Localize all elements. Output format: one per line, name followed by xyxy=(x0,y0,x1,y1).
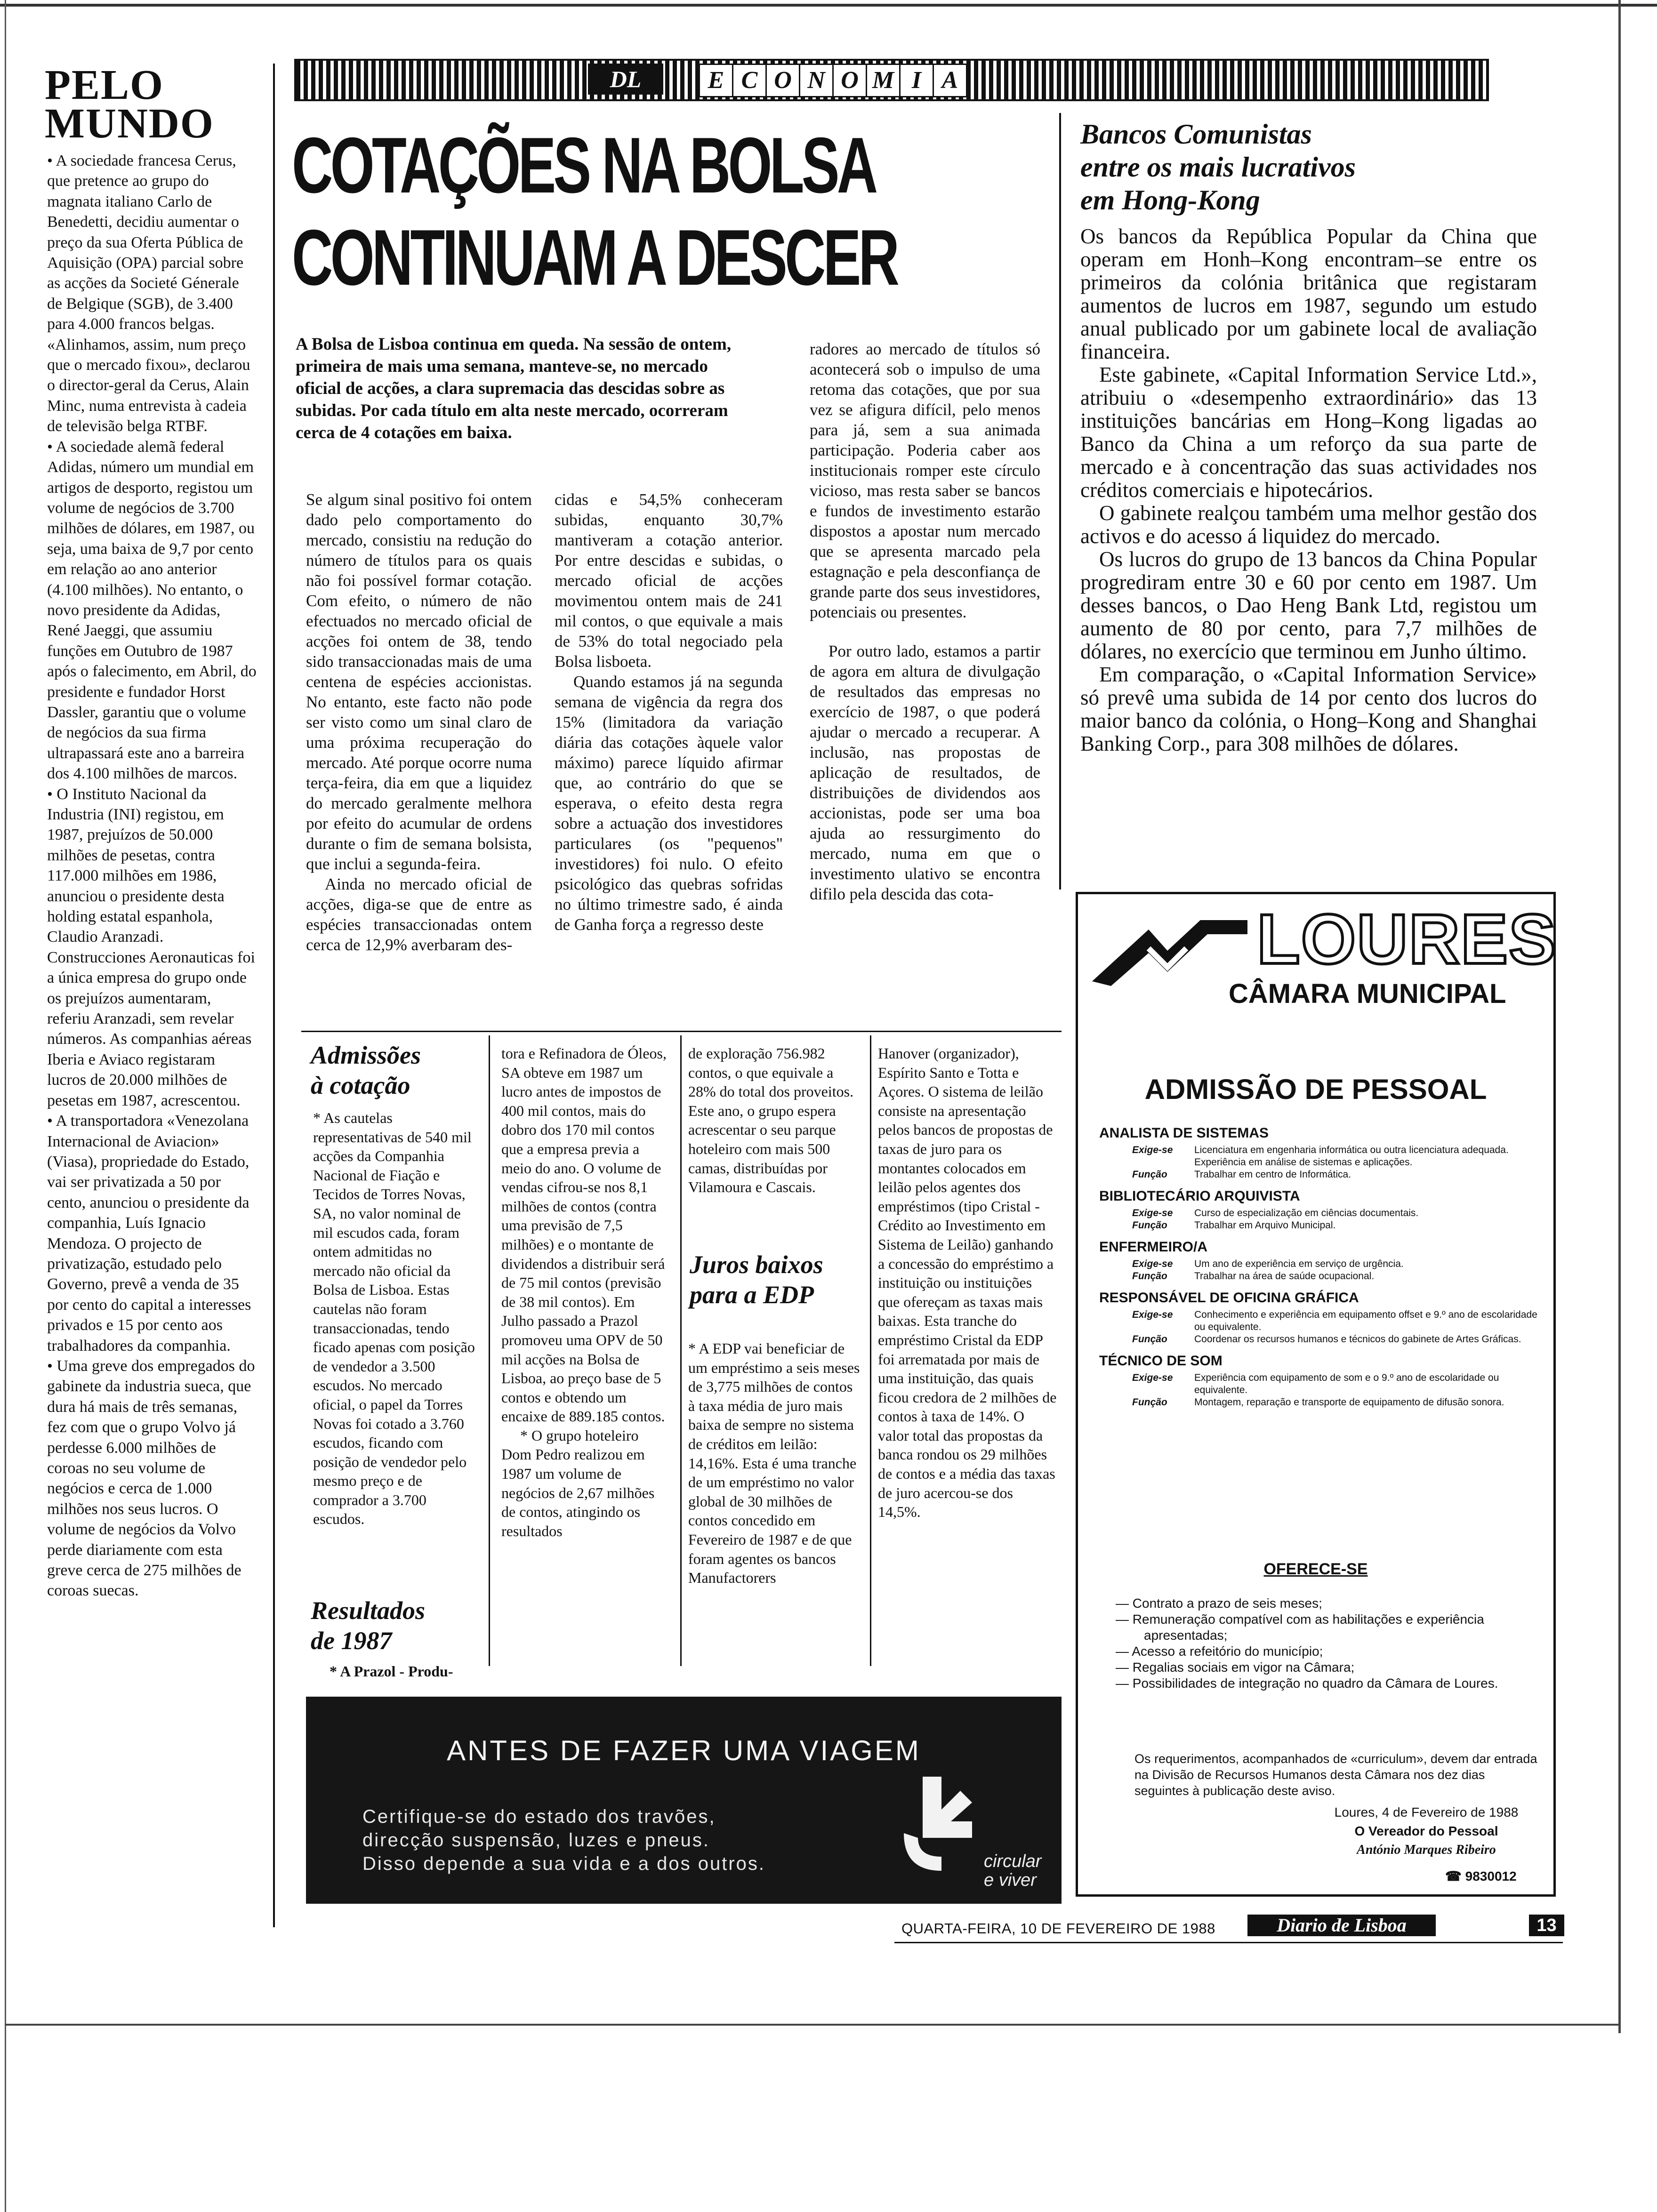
sidebar-divider xyxy=(273,64,275,1927)
hk-paragraph: Os lucros do grupo de 13 bancos da China Popular progrediram entre 30 e 60 por cento em 1987. Um desses bancos, o Dao Heng Bank Ltd, registou um aumento de 80 por cento, para 7,7 milhões de dólares, no exercício que terminou em Junho último. xyxy=(1080,547,1537,663)
main-headline xyxy=(292,121,1045,302)
requirement-key: Função xyxy=(1132,1169,1167,1180)
travel-ad-line: Certifique-se do estado dos travões, xyxy=(362,1806,716,1827)
sidebar-title xyxy=(45,62,214,147)
section-letter: I xyxy=(899,64,934,97)
admissoes-headline xyxy=(311,1040,485,1100)
offer-item: — Regalias sociais em vigor na Câmara; xyxy=(1116,1660,1355,1675)
loures-date: Loures, 4 de Fevereiro de 1988 xyxy=(1334,1805,1519,1819)
loures-brand: LOURES xyxy=(1257,899,1557,978)
offer-item: — Acesso a refeitório do município; xyxy=(1116,1644,1323,1659)
requirement-desc: Curso de especialização em ciências documentais. xyxy=(1194,1208,1419,1218)
section-letter: O xyxy=(765,64,800,97)
juros-col3-body: * A EDP vai beneficiar de um empréstimo a seis meses de 3,775 milhões de contos à taxa média de juro mais baixa de sempre no sistema de créditos em leilão: 14,16%. Esta é uma tranche de um empréstimo no valor global de 30 milhões de contos concedido em Fevereiro de 1987 e de que foram agentes os bancos Manufactorers xyxy=(688,1340,860,1587)
requirement-key: Exige-se xyxy=(1132,1309,1173,1320)
lower-divider-1 xyxy=(489,1035,490,1666)
requirement-key: Função xyxy=(1132,1397,1167,1408)
position-block xyxy=(1099,1125,1542,1181)
loures-logo-icon xyxy=(1092,915,1247,986)
requirement-desc: Trabalhar na área de saúde ocupacional. xyxy=(1194,1271,1375,1282)
sidebar-paragraph: • O Instituto Nacional da Industria (INI) registou, em 1987, prejuízos de 50.000 milhões de pesetas, contra 117.000 milhões em 1986, anunciou o presidente desta holding estatal espanhola, Claudio Aranzadi. Construcciones Aeronauticas foi a única empresa do grupo onde os prejuízos aumentaram, referiu Aranzadi, sem revelar números. As companhias aéreas Iberia e Aviaco registaram lucros de 20.000 milhões de pesetas em 1987, acrescentou. xyxy=(47,785,255,1109)
footer-page-number: 13 xyxy=(1529,1915,1564,1936)
hk-paragraph: O gabinete realçou também uma melhor gestão dos activos e do acesso á liquidez do mercado. xyxy=(1080,501,1537,548)
admissoes-col1: * As cautelas representativas de 540 mil acções da Companhia Nacional de Fiação e Tecidos de Torres Novas, SA, no valor nominal de mil escudos cada, foram ontem admitidas no mercado não oficial da Bolsa de Lisboa. Estas cautelas não foram transaccionadas, tendo ficado apenas com posição de vendedor a 3.500 escudos. No mercado oficial, o papel da Torres Novas foi cotado a 3.760 escudos, ficando com posição de vendedor pelo mesmo preço e de comprador a 3.700 escudos. xyxy=(313,1109,475,1528)
loures-ad xyxy=(1076,892,1556,1897)
requirement-desc: Trabalhar em centro de Informática. xyxy=(1194,1169,1351,1180)
hk-paragraph: Em comparação, o «Capital Information Service» só prevê uma subida de 14 por cento dos lucros do maior banco da colónia, o Hong–Kong and Shanghai Banking Corp., para 308 milhões de dólares. xyxy=(1080,663,1537,755)
main-lead: A Bolsa de Lisboa continua em queda. Na sessão de ontem, primeira de mais uma semana, manteve-se, no mercado oficial de acções, a clara supremacia das descidas sobre as subidas. Por cada título em alta neste mercado, ocorreram cerca de 4 cotações em baixa. xyxy=(296,335,732,442)
juros-headline-line: para a EDP xyxy=(690,1281,814,1309)
requirement-row xyxy=(1132,1396,1542,1409)
offer-heading: OFERECE-SE xyxy=(1263,1560,1368,1578)
section-letter: M xyxy=(866,64,901,97)
admissoes-col2 xyxy=(501,1044,671,1540)
hk-paragraph: Os bancos da República Popular da China que operam em Honh–Kong encontram–se entre os primeiros da colónia britânica que registaram aumentos de lucros em 1987, segundo um estudo anual publicado por um gabinete local de avaliação financeira. xyxy=(1080,224,1537,363)
position-block xyxy=(1099,1239,1542,1282)
headline-line1: COTAÇÕES NA BOLSA xyxy=(292,121,876,209)
main-paragraph: Quando estamos já na segunda semana de vigência da regra dos 15% (limitadora da variação diária das cotações àquele valor máximo) parece líquido afirmar que, ao contrário do que se esperava, o efeito desta regra sobre a actuação dos investidores particulares (os "pequenos" investidores) foi nulo. O efeito psicológico das quebras sofridas no último trimestre sado, é ainda de Ganha força a regresso deste xyxy=(555,673,783,934)
sidebar-title-line2: MUNDO xyxy=(45,100,214,147)
section-title xyxy=(699,64,967,95)
admissoes-headline-line: Admissões xyxy=(311,1041,421,1069)
requirement-row xyxy=(1132,1333,1542,1346)
loures-signer: António Marques Ribeiro xyxy=(1357,1843,1496,1857)
sidebar-title-line1: PELO xyxy=(45,62,164,108)
sidebar-body xyxy=(47,151,257,1601)
circular-logo-line: e viver xyxy=(984,1870,1037,1890)
admissoes-paragraph: tora e Refinadora de Óleos, SA obteve em 1987 um lucro antes de impostos de 400 mil contos, mais do dobro dos 170 mil contos que a empresa previa a meio do ano. O volume de vendas cifrou-se nos 8,1 milhões de contos (contra uma previsão de 7,5 milhões) e o montante de dividendos a distribuir será de 75 mil contos (previsão de 38 mil contos). Em Julho passado a Prazol promoveu uma OPV de 50 mil acções na Bolsa de Lisboa, ao preço base de 5 contos e obtendo um encaixe de 889.185 contos. xyxy=(501,1045,667,1425)
footer-paper-name: Diario de Lisboa xyxy=(1247,1915,1436,1936)
loures-note: Os requerimentos, acompanhados de «curriculum», devem dar entrada na Divisão de Recursos Humanos desta Câmara nos dez dias seguintes à publicação deste aviso. xyxy=(1134,1752,1537,1798)
offer-item: — Remuneração compatível com as habilitações e experiência apresentadas; xyxy=(1116,1612,1484,1643)
hk-headline-line: entre os mais lucrativos xyxy=(1080,152,1356,183)
resultados-headline-line: Resultados xyxy=(311,1596,426,1625)
loures-positions xyxy=(1099,1118,1542,1409)
requirement-row xyxy=(1132,1309,1542,1333)
requirement-row xyxy=(1132,1144,1542,1169)
requirement-row xyxy=(1132,1258,1542,1270)
requirement-row xyxy=(1132,1372,1542,1396)
admissoes-col1-tail: * A Prazol - Produ- xyxy=(330,1663,453,1680)
requirement-row xyxy=(1132,1219,1542,1232)
main-col3 xyxy=(810,339,1040,904)
footer-rule xyxy=(894,1942,1563,1943)
requirement-row xyxy=(1132,1207,1542,1219)
requirement-desc: Coordenar os recursos humanos e técnicos do gabinete de Artes Gráficas. xyxy=(1194,1334,1521,1345)
juros-headline xyxy=(690,1250,864,1310)
juros-col4: Hanover (organizador), Espírito Santo e Totta e Açores. O sistema de leilão consiste na apresentação pelos bancos de propostas de taxas de juro para os montantes colocados em leilão pelos agentes dos empréstimos (tipo Cristal - Crédito ao Investimento em Sistema de Leilão) ganhando a concessão do empréstimo a instituição ou instituições que ofereçam as taxas mais baixas. Esta tranche do empréstimo Cristal da EDP foi arrematada por mais de uma instituição, das quais ficou credora de 2 milhões de contos à taxa de 14%. O valor total das propostas da banca rondou os 29 milhões de contos e a média das taxas de juro acercou-se dos 14,5%. xyxy=(878,1045,1057,1521)
position-block xyxy=(1099,1353,1542,1409)
hk-headline-line: em Hong-Kong xyxy=(1080,184,1260,216)
main-paragraph: Se algum sinal positivo foi ontem dado pelo comportamento do mercado, consistiu na redução do número de títulos para os quais não foi possível formar cotação. Com efeito, o número de não efectuados no mercado oficial de acções foi ontem de 38, tendo sido transaccionadas mais de uma centena de espécies accionistas. No entanto, este facto não pode ser visto como um sinal claro de uma próxima recuperação do mercado. Até porque ocorre numa terça-feira, dia em que a liquidez do mercado geralmente melhora por efeito do acumular de ordens durante o fim de semana bolsista, que inclui a segunda-feira. xyxy=(306,490,532,873)
section-letter: O xyxy=(832,64,867,97)
requirement-row xyxy=(1132,1270,1542,1282)
requirement-key: Função xyxy=(1132,1220,1167,1231)
requirement-key: Exige-se xyxy=(1132,1145,1173,1155)
requirement-key: Função xyxy=(1132,1334,1167,1345)
main-paragraph: cidas e 54,5% conheceram subidas, enquanto 30,7% mantiveram a cotação anterior. Por entre descidas e subidas, o mercado oficial de acções movimentou ontem mais de 241 mil contos, o que equivale a mais de 53% do total negociado pela Bolsa lisboeta. xyxy=(555,490,783,671)
lower-divider-2 xyxy=(680,1035,682,1666)
sidebar-paragraph: • A transportadora «Venezolana Internacional de Aviacion» (Viasa), propriedade do Estado, vai ser privatizada a 50 por cento, anunciou o presidente da companhia, Luís Ignacio Mendoza. O projecto de privatização, estudado pelo Governo, prevê a venda de 35 por cento do capital a interesses privados e 15 por cento aos trabalhadores da companhia. xyxy=(47,1112,251,1354)
requirement-key: Exige-se xyxy=(1132,1258,1173,1269)
travel-ad-line: direcção suspensão, luzes e pneus. xyxy=(362,1830,710,1851)
admissoes-paragraph: * O grupo hoteleiro Dom Pedro realizou em 1987 um volume de negócios de 2,67 milhões de contos, atingindo os resultados xyxy=(501,1427,655,1539)
bottom-scan-rule xyxy=(5,2024,1619,2026)
requirement-desc: Licenciatura em engenharia informática ou outra licenciatura adequada. Experiência em análise de sistemas e aplicações. xyxy=(1194,1145,1509,1168)
position-title: RESPONSÁVEL DE OFICINA GRÁFICA xyxy=(1099,1290,1359,1306)
loures-phone xyxy=(1445,1868,1517,1884)
sidebar-paragraph: • Uma greve dos empregados do gabinete da industria sueca, que dura há mais de três semanas, fez com que o grupo Volvo já perdesse 6.000 milhões de coroas no seu volume de negócios e cerca de 1.000 milhões nos seus lucros. O volume de negócios da Volvo perde diariamente com esta greve cerca de 275 milhões de coroas suecas. xyxy=(47,1357,255,1600)
main-col2 xyxy=(555,489,783,935)
offer-item: — Contrato a prazo de seis meses; xyxy=(1116,1596,1322,1611)
admissoes-headline-line: à cotação xyxy=(311,1071,410,1099)
section-letter: E xyxy=(699,64,733,97)
requirement-key: Função xyxy=(1132,1271,1167,1282)
travel-ad-line: Disso depende a sua vida e a dos outros. xyxy=(362,1853,766,1874)
sidebar-paragraph: • A sociedade francesa Cerus, que pretence ao grupo do magnata italiano Carlo de Benedetti, decidiu aumentar o preço da sua Oferta Pública de Aquisição (OPA) parcial sobre as acções da Societé Génerale de Belgique (SGB), de 3.400 para 4.000 francos belgas. «Alinhamos, assim, num preço que o mercado fixou», declarou o director-geral da Cerus, Alain Minc, numa entrevista à cadeia de televisão belga RTBF. xyxy=(47,152,250,435)
hk-body xyxy=(1080,225,1537,755)
hk-divider xyxy=(1059,113,1061,890)
right-border xyxy=(1618,0,1621,2033)
requirement-key: Exige-se xyxy=(1132,1372,1173,1383)
position-block xyxy=(1099,1188,1542,1232)
main-paragraph: radores ao mercado de títulos só acontecerá sob o impulso de uma retoma das cotações, que por sua vez se afigura difícil, pelo menos para já, sem a sua animada participação. Poderia caber aos institucionais romper este círculo vicioso, mas resta saber se bancos e fundos de investimento estarão dispostos a apostar num mercado que se apresenta marcado pela estagnação e pela desconfiança de grande parte dos seus investidores, potenciais ou presentes. xyxy=(810,340,1040,621)
offer-item: — Possibilidades de integração no quadro da Câmara de Loures. xyxy=(1116,1676,1498,1691)
sidebar-paragraph: • A sociedade alemã federal Adidas, número um mundial em artigos de desporto, registou um volume de negócios de 3.700 milhões de dólares, em 1987, ou seja, uma baixa de 9,7 por cento em relação ao ano anterior (4.100 milhões). No entanto, o novo presidente da Adidas, René Jaeggi, que assumiu funções em Outubro de 1987 após o falecimento, em Abril, do presidente e fundador Horst Dassler, garantiu que o volume de negócios da sua firma ultrapassará este ano a barreira dos 4.100 milhões de marcos. xyxy=(47,438,257,783)
lower-block-top-rule xyxy=(301,1031,1062,1032)
lower-divider-3 xyxy=(870,1035,871,1666)
position-title: ANALISTA DE SISTEMAS xyxy=(1099,1125,1269,1141)
requirement-key: Exige-se xyxy=(1132,1208,1173,1218)
position-title: TÉCNICO DE SOM xyxy=(1099,1353,1223,1369)
position-title: ENFERMEIRO/A xyxy=(1099,1239,1208,1255)
masthead-logo: DL xyxy=(588,64,663,95)
requirement-desc: Conhecimento e experiência em equipamento offset e 9.º ano de escolaridade ou equivalente. xyxy=(1194,1309,1537,1332)
left-border xyxy=(5,0,6,2212)
travel-ad-title: ANTES DE FAZER UMA VIAGEM xyxy=(447,1735,921,1766)
section-letter: C xyxy=(732,64,767,97)
travel-ad xyxy=(306,1697,1062,1904)
top-border xyxy=(0,4,1657,7)
hk-headline-line: Bancos Comunistas xyxy=(1080,119,1312,150)
main-paragraph: Por outro lado, estamos a partir de agora em altura de divulgação de resultados das empresas no exercício de 1987, o que poderá ajudar o mercado a recuperar. A inclusão, nas propostas de aplicação de resultados, de distribuições de dividendos aos accionistas, pode ser uma boa ajuda ao ressurgimento do mercado, numa em que o investimento ulativo se encontra difilo pela descida das cota- xyxy=(810,642,1040,903)
requirement-desc: Experiência com equipamento de som e o 9.º ano de escolaridade ou equivalente. xyxy=(1194,1372,1499,1395)
juros-col3-top: de exploração 756.982 contos, o que equivale a 28% do total dos proveitos. Este ano, o grupo espera acrescentar o seu parque hoteleiro com mais 500 camas, distribuídas por Vilamoura e Cascais. xyxy=(688,1045,854,1196)
loures-phone-number: 9830012 xyxy=(1465,1869,1517,1883)
position-title: BIBLIOTECÁRIO ARQUIVISTA xyxy=(1099,1188,1300,1204)
headline-line2: CONTINUAM A DESCER xyxy=(292,213,897,302)
hk-headline xyxy=(1080,118,1504,216)
requirement-row xyxy=(1132,1169,1542,1181)
requirement-desc: Um ano de experiência em serviço de urgência. xyxy=(1194,1258,1404,1269)
section-letter: A xyxy=(933,64,967,97)
section-masthead xyxy=(294,59,1489,101)
main-col1 xyxy=(306,489,532,955)
requirement-desc: Montagem, reparação e transporte de equipamento de difusão sonora. xyxy=(1194,1397,1504,1408)
loures-signer-title: O Vereador do Pessoal xyxy=(1354,1824,1498,1838)
circular-logo-text xyxy=(984,1852,1041,1890)
position-block xyxy=(1099,1290,1542,1346)
loures-subtitle: CÂMARA MUNICIPAL xyxy=(1229,978,1506,1009)
loures-heading: ADMISSÃO DE PESSOAL xyxy=(1144,1074,1487,1105)
offer-list xyxy=(1092,1595,1539,1691)
juros-headline-line: Juros baixos xyxy=(690,1250,823,1279)
section-letter: N xyxy=(799,64,834,97)
travel-ad-text xyxy=(362,1805,857,1875)
main-paragraph: Ainda no mercado oficial de acções, diga-se que de entre as espécies transaccionadas ontem cerca de 12,9% averbaram des- xyxy=(306,875,532,954)
resultados-headline xyxy=(311,1595,485,1656)
hk-paragraph: Este gabinete, «Capital Information Service Ltd.», atribuiu o «desempenho extraordinário» das 13 instituições bancárias em Hong–Kong ligadas ao Banco da China a um reforço da sua parte de mercado e à concentração das suas actividades nos créditos comerciais e hipotecários. xyxy=(1080,363,1537,502)
footer-date-visible: QUARTA-FEIRA, 10 DE FEVEREIRO DE 1988 xyxy=(901,1920,1215,1937)
resultados-headline-line: de 1987 xyxy=(311,1627,392,1655)
requirement-desc: Trabalhar em Arquivo Municipal. xyxy=(1194,1220,1336,1231)
phone-icon: ☎ xyxy=(1445,1869,1465,1883)
circular-logo-line: circular xyxy=(984,1851,1042,1871)
